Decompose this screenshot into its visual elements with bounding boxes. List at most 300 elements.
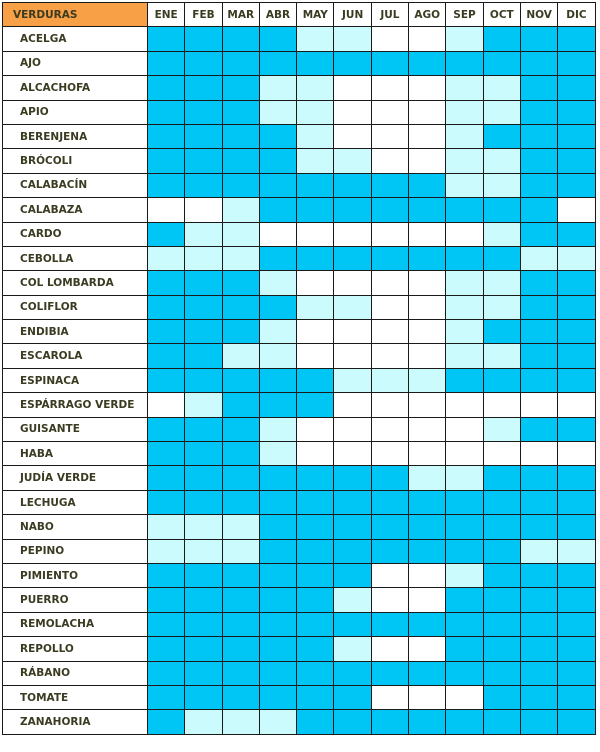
vegetable-name: AJO [3,51,148,75]
season-cell-ene [148,27,185,51]
season-cell-feb [185,393,222,417]
season-cell-jun [334,466,371,490]
season-cell-ene [148,149,185,173]
season-cell-nov [520,588,557,612]
season-cell-ene [148,295,185,319]
vegetable-name: CEBOLLA [3,246,148,270]
vegetable-name: JUDÍA VERDE [3,466,148,490]
season-cell-ago [409,466,446,490]
vegetable-name: PIMIENTO [3,563,148,587]
season-cell-oct [483,222,520,246]
season-cell-dic [558,417,595,441]
vegetable-name: LECHUGA [3,490,148,514]
season-cell-nov [520,417,557,441]
season-cell-feb [185,271,222,295]
season-cell-ago [409,124,446,148]
season-cell-sep [446,515,483,539]
season-cell-nov [520,198,557,222]
season-cell-oct [483,368,520,392]
season-cell-ene [148,490,185,514]
header-month-oct: OCT [483,3,520,27]
season-cell-dic [558,661,595,685]
season-cell-ago [409,515,446,539]
season-cell-jun [334,417,371,441]
vegetable-name: ACELGA [3,27,148,51]
season-cell-dic [558,515,595,539]
season-cell-oct [483,417,520,441]
season-cell-may [297,198,334,222]
header-month-feb: FEB [185,3,222,27]
season-cell-mar [222,490,259,514]
season-cell-dic [558,295,595,319]
season-cell-oct [483,320,520,344]
season-cell-abr [259,637,296,661]
season-cell-dic [558,685,595,709]
season-cell-ago [409,246,446,270]
season-cell-abr [259,563,296,587]
season-cell-sep [446,27,483,51]
season-cell-ene [148,124,185,148]
season-cell-mar [222,466,259,490]
season-cell-ene [148,222,185,246]
season-cell-abr [259,612,296,636]
season-cell-mar [222,246,259,270]
season-cell-sep [446,198,483,222]
season-cell-nov [520,246,557,270]
season-cell-feb [185,490,222,514]
season-cell-oct [483,27,520,51]
season-cell-abr [259,466,296,490]
season-cell-jul [371,246,408,270]
season-cell-feb [185,637,222,661]
season-cell-jun [334,710,371,734]
season-cell-may [297,295,334,319]
season-cell-ene [148,100,185,124]
season-cell-jul [371,100,408,124]
season-cell-jun [334,637,371,661]
season-cell-sep [446,173,483,197]
season-cell-ago [409,417,446,441]
table-row [3,222,596,246]
vegetable-name: PEPINO [3,539,148,563]
season-cell-mar [222,612,259,636]
season-cell-oct [483,466,520,490]
season-cell-jul [371,515,408,539]
season-cell-ago [409,76,446,100]
season-cell-ago [409,637,446,661]
season-cell-mar [222,51,259,75]
season-cell-may [297,124,334,148]
season-cell-may [297,393,334,417]
season-cell-abr [259,124,296,148]
vegetable-name: CARDO [3,222,148,246]
season-cell-oct [483,442,520,466]
season-cell-ene [148,417,185,441]
season-cell-jul [371,442,408,466]
season-cell-jul [371,368,408,392]
vegetable-name: GUISANTE [3,417,148,441]
table-row [3,563,596,587]
season-cell-mar [222,442,259,466]
season-cell-sep [446,393,483,417]
season-cell-jun [334,124,371,148]
season-cell-mar [222,198,259,222]
season-cell-dic [558,100,595,124]
season-cell-jul [371,344,408,368]
header-month-jul: JUL [371,3,408,27]
season-cell-dic [558,344,595,368]
season-cell-ago [409,612,446,636]
season-cell-may [297,442,334,466]
season-cell-ene [148,466,185,490]
season-cell-jul [371,173,408,197]
season-cell-mar [222,368,259,392]
season-cell-may [297,588,334,612]
season-cell-oct [483,661,520,685]
season-cell-jul [371,563,408,587]
season-cell-feb [185,149,222,173]
season-cell-sep [446,368,483,392]
table-row [3,246,596,270]
table-row [3,539,596,563]
season-cell-feb [185,173,222,197]
season-cell-mar [222,539,259,563]
season-cell-nov [520,515,557,539]
season-cell-jul [371,637,408,661]
season-cell-sep [446,320,483,344]
season-cell-ene [148,563,185,587]
table-row [3,710,596,734]
season-cell-abr [259,539,296,563]
season-cell-abr [259,442,296,466]
vegetable-name: ESPÁRRAGO VERDE [3,393,148,417]
season-cell-feb [185,417,222,441]
season-cell-ago [409,393,446,417]
season-cell-ene [148,637,185,661]
season-cell-ene [148,271,185,295]
season-cell-sep [446,539,483,563]
season-cell-dic [558,76,595,100]
season-cell-nov [520,27,557,51]
header-month-ene: ENE [148,3,185,27]
season-cell-nov [520,124,557,148]
season-cell-feb [185,661,222,685]
season-cell-may [297,466,334,490]
season-cell-dic [558,539,595,563]
vegetable-name: ZANAHORIA [3,710,148,734]
season-cell-nov [520,637,557,661]
table-row [3,51,596,75]
season-cell-oct [483,51,520,75]
season-cell-oct [483,563,520,587]
table-row [3,685,596,709]
table-row [3,100,596,124]
season-cell-oct [483,539,520,563]
vegetable-name: REPOLLO [3,637,148,661]
season-cell-ago [409,149,446,173]
header-month-sep: SEP [446,3,483,27]
season-cell-ago [409,490,446,514]
season-cell-nov [520,320,557,344]
season-cell-abr [259,393,296,417]
season-cell-may [297,100,334,124]
table-row [3,393,596,417]
season-cell-abr [259,149,296,173]
season-cell-sep [446,222,483,246]
season-cell-ene [148,76,185,100]
season-cell-nov [520,149,557,173]
season-cell-may [297,515,334,539]
season-cell-jun [334,246,371,270]
season-cell-abr [259,27,296,51]
season-cell-jul [371,612,408,636]
vegetable-name: CALABACÍN [3,173,148,197]
season-cell-mar [222,124,259,148]
vegetable-name: BERENJENA [3,124,148,148]
season-cell-jul [371,149,408,173]
season-cell-ago [409,661,446,685]
season-cell-may [297,539,334,563]
season-cell-nov [520,661,557,685]
season-cell-ene [148,710,185,734]
season-cell-nov [520,612,557,636]
season-cell-dic [558,149,595,173]
season-cell-jun [334,490,371,514]
season-cell-oct [483,490,520,514]
season-cell-may [297,417,334,441]
season-cell-ago [409,173,446,197]
season-cell-abr [259,271,296,295]
season-cell-sep [446,637,483,661]
season-cell-dic [558,27,595,51]
table-row [3,637,596,661]
season-cell-may [297,563,334,587]
table-row [3,124,596,148]
season-cell-feb [185,685,222,709]
season-cell-abr [259,320,296,344]
season-cell-ene [148,539,185,563]
season-cell-sep [446,661,483,685]
season-cell-sep [446,124,483,148]
season-cell-oct [483,393,520,417]
season-cell-abr [259,76,296,100]
season-cell-mar [222,710,259,734]
season-cell-jul [371,490,408,514]
season-cell-ago [409,27,446,51]
season-cell-sep [446,710,483,734]
table-row [3,442,596,466]
season-cell-feb [185,368,222,392]
season-cell-sep [446,295,483,319]
season-cell-ene [148,51,185,75]
vegetable-name: ESPINACA [3,368,148,392]
season-cell-sep [446,490,483,514]
vegetable-name: NABO [3,515,148,539]
season-cell-dic [558,51,595,75]
season-cell-jun [334,442,371,466]
season-cell-dic [558,173,595,197]
season-cell-feb [185,588,222,612]
season-cell-nov [520,271,557,295]
season-cell-jul [371,51,408,75]
season-cell-mar [222,173,259,197]
season-cell-feb [185,515,222,539]
season-cell-jul [371,466,408,490]
table-row [3,295,596,319]
vegetable-name: APIO [3,100,148,124]
season-cell-oct [483,515,520,539]
header-verduras: VERDURAS [3,3,148,27]
vegetable-name: ESCAROLA [3,344,148,368]
season-cell-jun [334,100,371,124]
season-cell-feb [185,76,222,100]
season-cell-dic [558,612,595,636]
season-cell-ene [148,320,185,344]
season-cell-mar [222,295,259,319]
table-row [3,271,596,295]
season-cell-jun [334,393,371,417]
season-cell-abr [259,198,296,222]
season-cell-jul [371,76,408,100]
season-cell-nov [520,710,557,734]
season-cell-jun [334,51,371,75]
season-cell-mar [222,563,259,587]
season-cell-abr [259,685,296,709]
season-cell-nov [520,685,557,709]
season-cell-sep [446,563,483,587]
table-row [3,173,596,197]
season-cell-feb [185,222,222,246]
season-cell-nov [520,295,557,319]
season-cell-jun [334,612,371,636]
season-cell-nov [520,393,557,417]
season-cell-may [297,271,334,295]
season-cell-jun [334,588,371,612]
season-cell-ene [148,393,185,417]
season-cell-jul [371,417,408,441]
season-cell-feb [185,539,222,563]
season-cell-abr [259,710,296,734]
season-cell-feb [185,320,222,344]
header-month-jun: JUN [334,3,371,27]
season-cell-oct [483,100,520,124]
season-cell-sep [446,612,483,636]
table-row [3,76,596,100]
season-cell-jun [334,515,371,539]
season-cell-ene [148,198,185,222]
season-cell-abr [259,417,296,441]
season-cell-sep [446,344,483,368]
season-cell-ago [409,442,446,466]
header-month-abr: ABR [259,3,296,27]
season-cell-sep [446,51,483,75]
season-cell-may [297,637,334,661]
season-cell-oct [483,685,520,709]
table-row [3,320,596,344]
season-cell-jun [334,149,371,173]
season-cell-jul [371,222,408,246]
vegetable-name: BRÓCOLI [3,149,148,173]
season-cell-jun [334,368,371,392]
season-cell-nov [520,442,557,466]
season-cell-jun [334,661,371,685]
season-cell-ene [148,344,185,368]
season-cell-mar [222,320,259,344]
season-cell-may [297,246,334,270]
table-row [3,490,596,514]
season-cell-sep [446,246,483,270]
season-cell-mar [222,149,259,173]
season-cell-mar [222,661,259,685]
season-cell-sep [446,442,483,466]
season-cell-oct [483,76,520,100]
season-cell-ago [409,51,446,75]
season-cell-ago [409,710,446,734]
season-cell-jul [371,661,408,685]
vegetable-name: ENDIBIA [3,320,148,344]
season-cell-may [297,51,334,75]
table-row [3,198,596,222]
season-cell-dic [558,442,595,466]
season-cell-sep [446,76,483,100]
table-row [3,612,596,636]
season-cell-feb [185,612,222,636]
season-cell-ene [148,368,185,392]
season-cell-feb [185,51,222,75]
season-cell-feb [185,198,222,222]
season-cell-may [297,661,334,685]
season-cell-abr [259,661,296,685]
season-cell-may [297,710,334,734]
table-row [3,466,596,490]
season-cell-jun [334,685,371,709]
season-cell-ago [409,563,446,587]
season-cell-jul [371,271,408,295]
season-cell-jul [371,295,408,319]
season-cell-ago [409,685,446,709]
season-cell-ene [148,661,185,685]
season-cell-sep [446,417,483,441]
season-cell-abr [259,368,296,392]
season-cell-dic [558,246,595,270]
season-cell-mar [222,393,259,417]
table-row [3,27,596,51]
season-cell-sep [446,588,483,612]
season-cell-nov [520,490,557,514]
season-cell-ene [148,612,185,636]
season-cell-mar [222,515,259,539]
vegetable-name: COL LOMBARDA [3,271,148,295]
season-cell-dic [558,563,595,587]
season-cell-sep [446,466,483,490]
season-cell-oct [483,173,520,197]
season-cell-jun [334,27,371,51]
season-cell-sep [446,100,483,124]
season-cell-mar [222,76,259,100]
season-cell-abr [259,173,296,197]
season-cell-ago [409,344,446,368]
season-cell-feb [185,442,222,466]
season-cell-feb [185,466,222,490]
season-cell-jul [371,124,408,148]
season-cell-dic [558,637,595,661]
vegetable-name: CALABAZA [3,198,148,222]
vegetable-season-table [2,2,596,735]
header-row [3,3,596,27]
season-cell-dic [558,466,595,490]
season-cell-nov [520,100,557,124]
season-cell-feb [185,344,222,368]
